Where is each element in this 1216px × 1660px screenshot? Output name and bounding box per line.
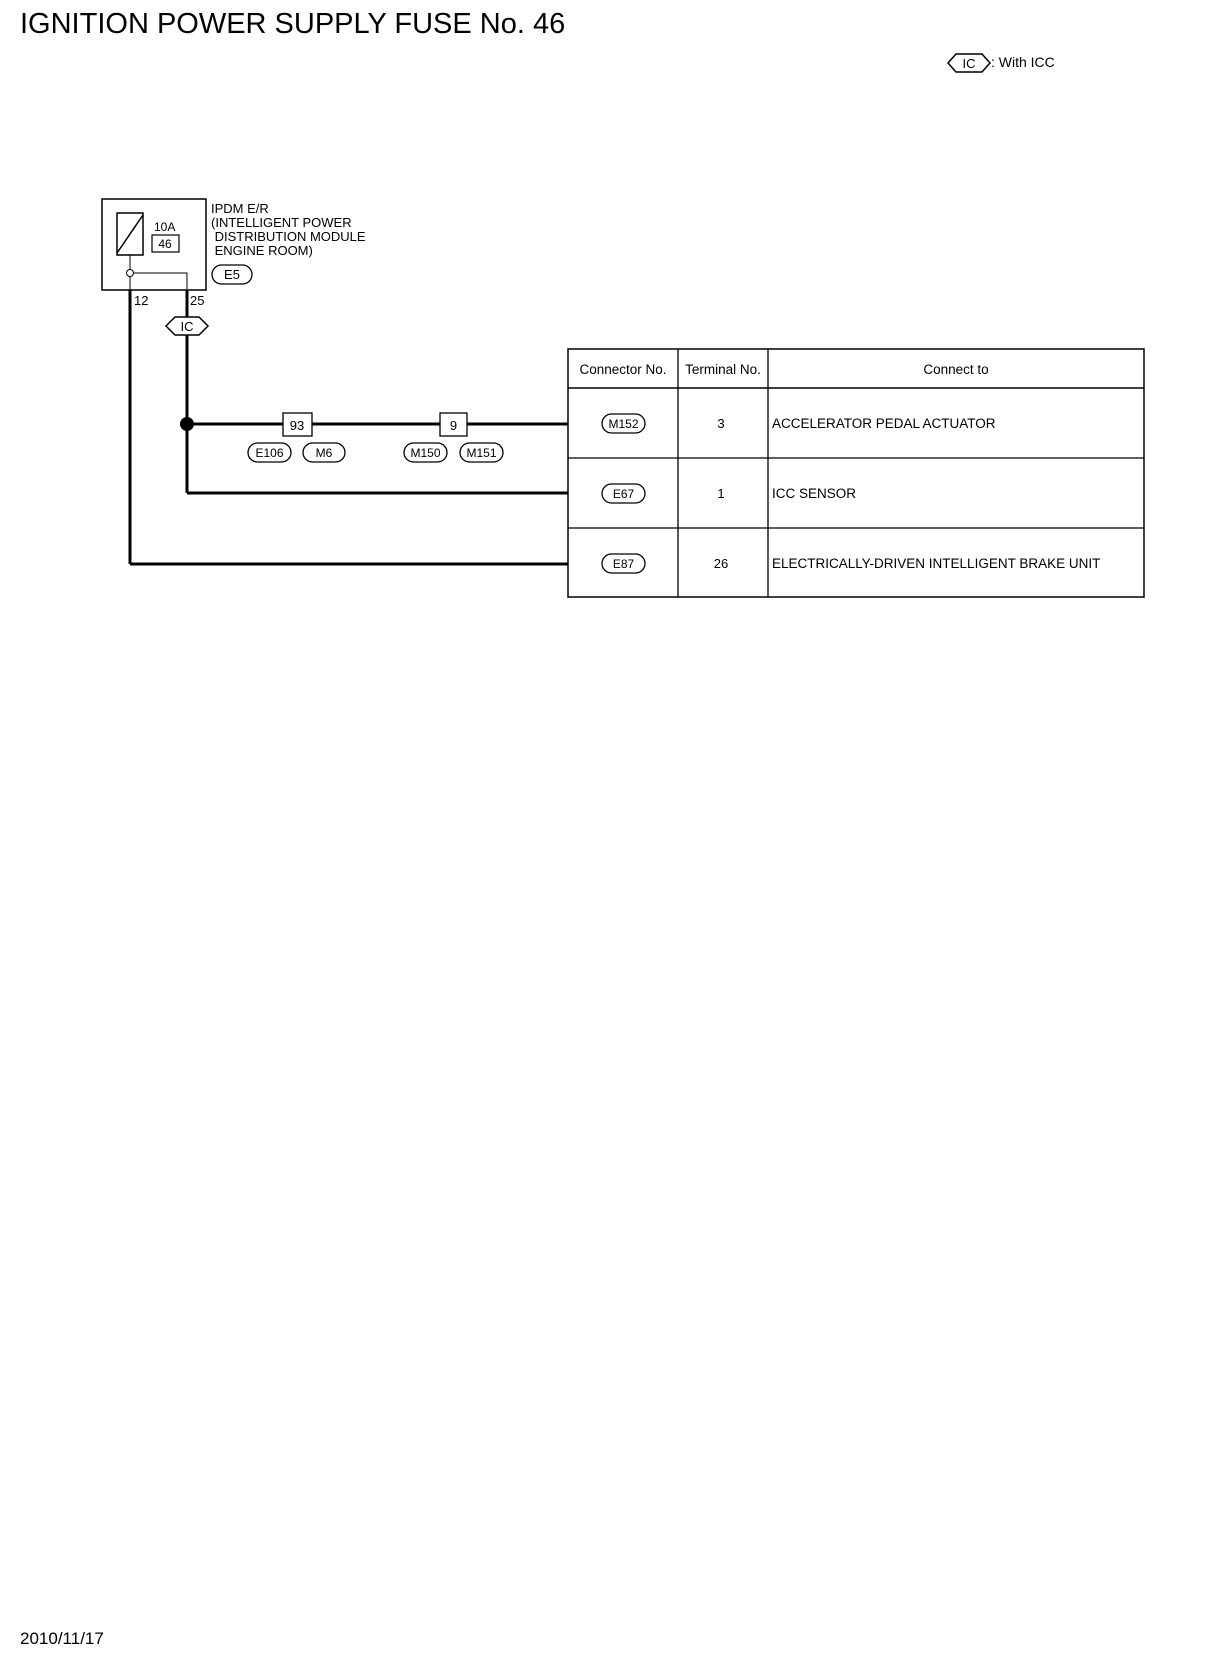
table-row-3-connect-to: ELECTRICALLY-DRIVEN INTELLIGENT BRAKE UNIT bbox=[772, 556, 1101, 571]
fuse-icon-stroke bbox=[117, 215, 143, 253]
table-row-2-terminal: 1 bbox=[717, 486, 725, 501]
table-row-2-connector: E67 bbox=[612, 487, 635, 501]
table-header-connector: Connector No. bbox=[579, 362, 667, 377]
legend-ic-label: IC bbox=[962, 56, 976, 71]
junction-93 bbox=[248, 413, 345, 462]
connection-table bbox=[568, 349, 1144, 597]
legend-description: : With ICC bbox=[991, 54, 1055, 70]
ipdm-pin-25: 25 bbox=[190, 293, 205, 308]
fuse-amperage: 10A bbox=[154, 220, 176, 234]
table-row-1-terminal: 3 bbox=[717, 416, 725, 431]
table-row-1-connect-to: ACCELERATOR PEDAL ACTUATOR bbox=[772, 416, 996, 431]
junction-93-connector-e106-label: E106 bbox=[255, 446, 284, 460]
ipdm-label-line-4: ENGINE ROOM) bbox=[211, 243, 313, 258]
ipdm-internal-node bbox=[127, 270, 134, 277]
table-row-1-connector: M152 bbox=[608, 417, 639, 431]
junction-9 bbox=[404, 413, 503, 462]
table-row-2-connect-to: ICC SENSOR bbox=[772, 486, 857, 501]
ipdm-label-line-2: (INTELLIGENT POWER bbox=[211, 215, 352, 230]
junction-9-connector-m150-label: M150 bbox=[410, 446, 441, 460]
ipdm-connector-label: E5 bbox=[224, 267, 240, 282]
ipdm-label-line-1: IPDM E/R bbox=[211, 201, 269, 216]
junction-93-connector-m6-label: M6 bbox=[315, 446, 333, 460]
ipdm-pin-12: 12 bbox=[134, 293, 149, 308]
junction-9-connector-m151-label: M151 bbox=[466, 446, 497, 460]
option-tag-ic bbox=[166, 317, 208, 335]
option-tag-label: IC bbox=[180, 319, 194, 334]
table-row-3-connector: E87 bbox=[612, 557, 635, 571]
table-header-terminal: Terminal No. bbox=[685, 362, 761, 377]
ipdm-label-line-3: DISTRIBUTION MODULE bbox=[211, 229, 366, 244]
ipdm-internal-wire-right bbox=[130, 273, 187, 290]
fuse-number: 46 bbox=[158, 237, 172, 251]
table-row-3-terminal: 26 bbox=[713, 556, 729, 571]
table-header-connect-to: Connect to bbox=[923, 362, 989, 377]
junction-9-pin: 9 bbox=[449, 418, 458, 433]
ipdm-module bbox=[102, 199, 366, 308]
wire-junction-dot bbox=[180, 417, 194, 431]
footer-date: 2010/11/17 bbox=[20, 1629, 104, 1648]
page-title: IGNITION POWER SUPPLY FUSE No. 46 bbox=[20, 8, 566, 40]
legend bbox=[948, 54, 1055, 72]
junction-93-pin: 93 bbox=[289, 418, 305, 433]
